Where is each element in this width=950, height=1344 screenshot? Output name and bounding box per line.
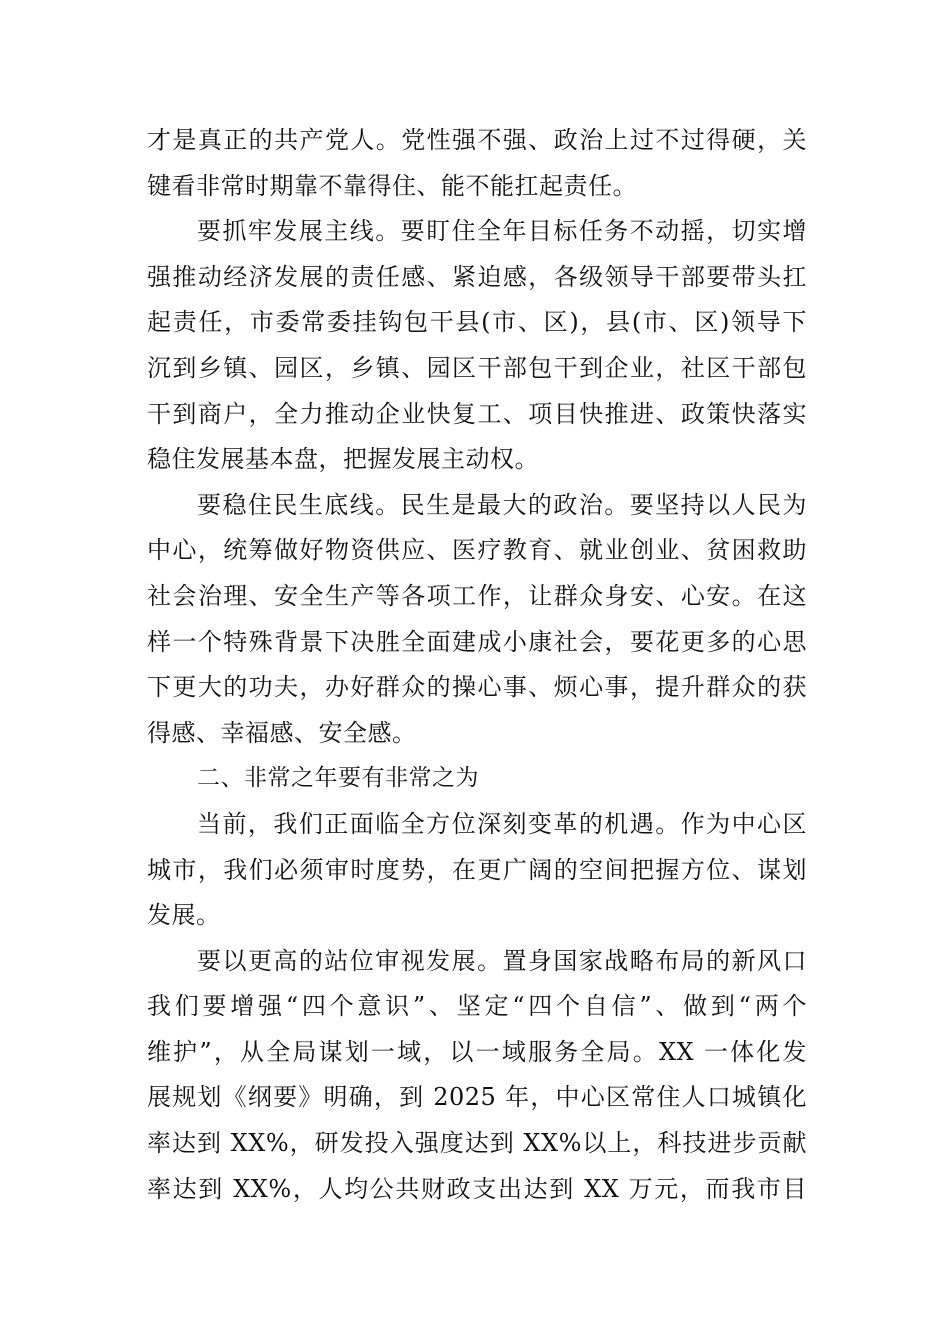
text-line: 强推动经济发展的责任感、紧迫感，各级领导干部要带头扛 [147,262,807,291]
paragraph-current-opportunity [147,802,807,939]
text-line: 得感、幸福感、安全感。 [147,718,417,747]
text-line: 发展。 [147,901,221,930]
paragraph-development-mainline [147,209,807,483]
text-line: 干到商户，全力推动企业快复工、项目快推进、政策快落实 [147,399,807,428]
text-line: 要以更高的站位审视发展。置身国家战略布局的新风口 [197,946,807,975]
paragraph-continued [147,118,807,209]
text-line: 才是真正的共产党人。党性强不强、政治上过不过得硬，关 [147,126,807,154]
text-line: 城市，我们必须审时度势，在更广阔的空间把握方位、谋划 [147,855,807,884]
text-line: 沉到乡镇、园区，乡镇、园区干部包干到企业，社区干部包 [147,353,807,382]
paragraph-higher-standpoint [147,939,807,1213]
text-line: 样一个特殊背景下决胜全面建成小康社会，要花更多的心思 [147,627,807,656]
text-line: 率达到 XX%，研发投入强度达到 XX%以上，科技进步贡献 [147,1129,807,1158]
text-line: 键看非常时期靠不靠得住、能不能扛起责任。 [147,171,637,200]
text-line: 我们要增强“四个意识”、坚定“四个自信”、做到“两个 [147,992,807,1021]
text-line: 中心，统筹做好物资供应、医疗教育、就业创业、贫困救助 [147,536,807,565]
text-line: 稳住发展基本盘，把握发展主动权。 [147,445,539,474]
text-line: 下更大的功夫，办好群众的操心事、烦心事，提升群众的获 [147,673,807,702]
text-line: 展规划《纲要》明确，到 2025 年，中心区常住人口城镇化 [147,1083,807,1112]
paragraph-livelihood-bottomline [147,483,807,757]
text-line: 要抓牢发展主线。要盯住全年目标任务不动摇，切实增 [197,217,807,246]
section-heading: 二、非常之年要有非常之为 [197,765,479,792]
text-line: 当前，我们正面临全方位深刻变革的机遇。作为中心区 [197,809,807,838]
text-line: 社会治理、安全生产等各项工作，让群众身安、心安。在这 [147,581,807,610]
text-line: 起责任，市委常委挂钩包干县(市、区)，县(市、区)领导下 [147,308,807,337]
text-line: 率达到 XX%，人均公共财政支出达到 XX 万元，而我市目 [147,1174,807,1203]
document-page [147,118,807,1212]
text-line: 维护”，从全局谋划一域，以一域服务全局。XX 一体化发 [147,1037,807,1066]
text-line: 要稳住民生底线。民生是最大的政治。要坚持以人民为 [197,490,807,519]
